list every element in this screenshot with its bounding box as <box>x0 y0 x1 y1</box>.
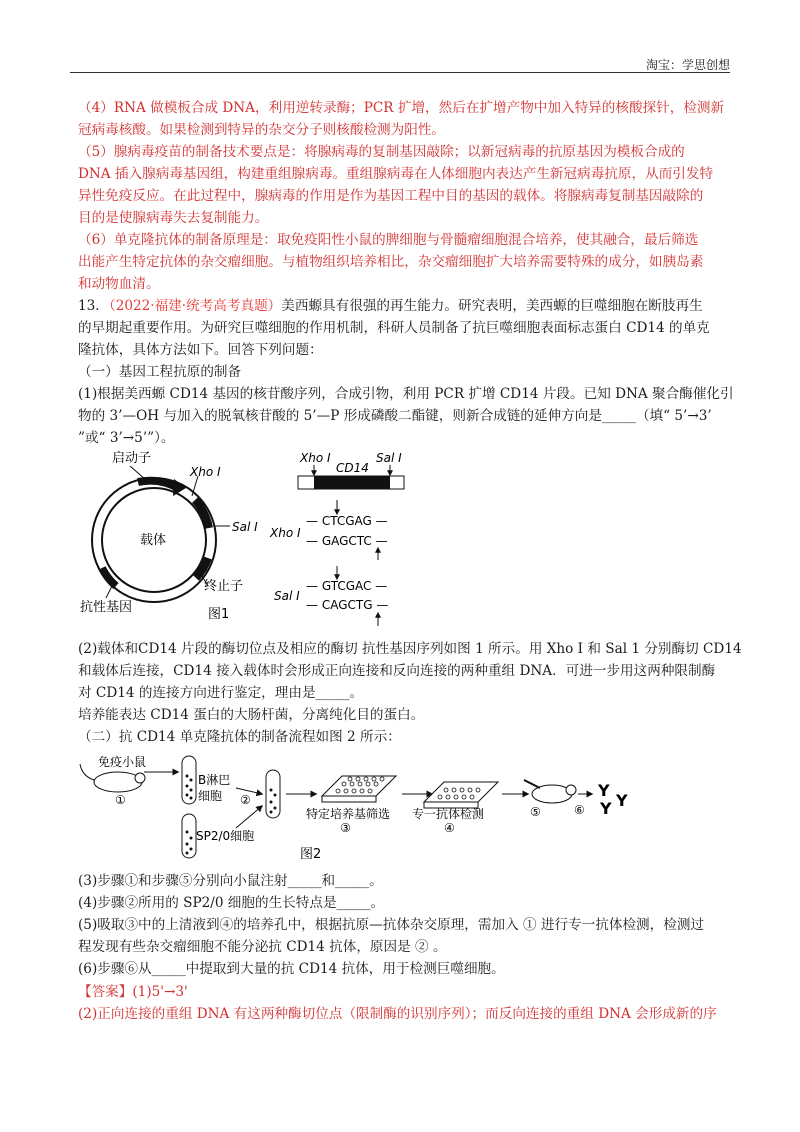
section-title: （一）基因工程抗原的制备 <box>78 364 242 380</box>
q1-line: ”或“ 3’→5’”）。 <box>78 430 175 446</box>
q1-line: 物的 3’—OH 与加入的脱氧核苷酸的 5’—P 形成磷酸二酯键，则新合成链的延伸方向是_____（填“ 5’→3’ <box>78 408 712 424</box>
stem-line: 隆抗体，具体方法如下。回答下列问题： <box>78 342 323 358</box>
immunized-mouse-label: 免疫小鼠 <box>98 755 147 769</box>
answer-line: （4）RNA 做模板合成 DNA，利用逆转录酶；PCR 扩增，然后在扩增产物中加入特异的核酸探针，检测新 <box>78 100 725 116</box>
answer-line: （6）单克隆抗体的制备原理是：取免疫阳性小鼠的脾细胞与骨髓瘤细胞混合培养，使其融合，最后筛选 <box>78 232 699 248</box>
answer-line: （5）腺病毒疫苗的制备技术要点是：将腺病毒的复制基因敲除；以新冠病毒的抗原基因为模板合成的 <box>78 144 685 160</box>
step-6-label: ⑥ <box>574 803 585 817</box>
q2-line: 和载体后连接，CD14 接入载体时会形成正向连接和反向连接的两种重组 DNA．可进一步用这两种限制酶 <box>78 663 716 679</box>
figure-1-caption: 图1 <box>208 607 230 622</box>
gene-segment <box>195 500 209 528</box>
sal-label: Sal I <box>232 520 258 534</box>
step-4-label: ④ <box>444 821 455 835</box>
sal-bottom-strand: — CAGCTG — <box>306 598 389 612</box>
step-1-label: ① <box>115 793 126 807</box>
screening-plate-edge <box>322 796 376 802</box>
answer-label: 【答案】 <box>78 984 133 1000</box>
sal-top-strand: — GTCGAC — <box>306 579 388 593</box>
q2-line: (2)载体和CD14 片段的酶切位点及相应的酶切 抗性基因序列如图 1 所示。用 Xho I 和 Sal 1 分别酶切 CD14 <box>78 641 742 657</box>
answer-line: 出能产生特定抗体的杂交瘤细胞。与植物组织培养相比，杂交瘤细胞扩大培养需要特殊的成分，如胰岛素 <box>78 254 704 270</box>
stem-line: 的早期起重要作用。为研究巨噬细胞的作用机制，科研人员制备了抗巨噬细胞表面标志蛋白 CD14 的单克 <box>78 320 710 336</box>
mouse-tail-icon <box>80 764 94 780</box>
cd14-sal-label: Sal I <box>376 451 402 465</box>
b-cell-tube <box>182 756 196 804</box>
stem-text: 美西螈具有很强的再生能力。研究表明，美西螈的巨噬细胞在断肢再生 <box>281 298 703 314</box>
screen-label: 特定培养基筛选 <box>306 807 391 821</box>
answer-line: 目的是使腺病毒失去复制能力。 <box>78 210 269 226</box>
section-title: （二）抗 CD14 单克隆抗体的制备流程如图 2 所示： <box>78 729 401 745</box>
figure-2 <box>78 750 658 866</box>
mouse-icon <box>94 772 142 792</box>
mouse-head-icon <box>566 785 576 795</box>
antibody-icon: Y <box>616 791 628 810</box>
sp20-tube <box>182 814 196 858</box>
figure-2-caption: 图2 <box>300 847 322 862</box>
answer-line: DNA 插入腺病毒基因组，构建重组腺病毒。重组腺病毒在人体细胞内表达产生新冠病毒抗原，从而引发特 <box>78 166 714 182</box>
fusion-tube <box>266 770 280 818</box>
step-5-label: ⑤ <box>530 805 541 819</box>
q3-line: (3)步骤①和步骤⑤分别向小鼠注射_____和_____。 <box>78 873 383 889</box>
promoter-segment <box>138 481 178 488</box>
xho-bottom-strand: — GAGCTC — <box>306 534 388 548</box>
q4-line: (4)步骤②所用的 SP2/0 细胞的生长特点是_____。 <box>78 895 385 911</box>
question-number: 13． <box>78 298 109 314</box>
vector-label: 载体 <box>140 533 167 548</box>
cd14-core <box>314 476 390 489</box>
header-divider <box>70 72 730 73</box>
antibody-icon: Y <box>598 781 610 800</box>
step-2-label: ② <box>240 793 251 807</box>
sp20-label: SP2/0细胞 <box>196 829 255 843</box>
answer-line: 异性免疫反应。在此过程中，腺病毒的作用是作为基因工程中目的基因的载体。将腺病毒复制基因敲除的 <box>78 188 704 204</box>
figure-1 <box>78 448 438 630</box>
answer-line: 和动物血清。 <box>78 276 160 292</box>
syringe-icon <box>524 780 540 788</box>
step-3-label: ③ <box>340 821 351 835</box>
answer-line: 冠病毒核酸。如果检测到特异的杂交分子则核酸检测为阳性。 <box>78 122 446 138</box>
question-source: （2022·福建·统考高考真题） <box>108 298 282 314</box>
xho-site-label: Xho I <box>270 526 301 540</box>
q5-line: (5)吸取③中的上清液到④的培养孔中，根据抗原—抗体杂交原理，需加入 ① 进行专一抗体检测，检测过 <box>78 917 705 933</box>
promoter-pointer <box>130 466 146 480</box>
q2-line: 培养能表达 CD14 蛋白的大肠杆菌，分离纯化目的蛋白。 <box>78 707 425 723</box>
xho-top-strand: — CTCGAG — <box>306 514 388 528</box>
b-cell-label: B淋巴 <box>198 773 231 787</box>
terminator-label: 终止子 <box>204 579 244 594</box>
sal-site-label: Sal I <box>274 589 300 603</box>
mouse-head-icon <box>135 773 145 783</box>
b-cell-label-2: 细胞 <box>198 789 223 803</box>
detect-label: 专一抗体检测 <box>412 807 485 821</box>
promoter-arrow-icon <box>173 479 186 496</box>
cd14-xho-label: Xho I <box>300 451 331 465</box>
promoter-label: 启动子 <box>112 451 152 466</box>
resistance-pointer <box>106 586 112 598</box>
antibody-icon: Y <box>600 799 612 818</box>
q5-line: 程发现有些杂交瘤细胞不能分泌抗 CD14 抗体，原因是 ② 。 <box>78 939 447 955</box>
answer-2: (2)正向连接的重组 DNA 有这两种酶切位点（限制酶的识别序列）；而反向连接的重组 DNA 会形成新的序 <box>78 1006 717 1022</box>
q6-line: (6)步骤⑥从_____中提取到大量的抗 CD14 抗体，用于检测巨噬细胞。 <box>78 961 505 977</box>
cd14-label: CD14 <box>336 461 369 475</box>
answer-header <box>78 981 730 1003</box>
q1-line: (1)根据美西螈 CD14 基因的核苷酸序列，合成引物，利用 PCR 扩增 CD14 片段。已知 DNA 聚合酶催化引 <box>78 386 734 402</box>
xho-label: Xho I <box>190 465 221 479</box>
answer-1: (1)5'→3' <box>132 984 188 1000</box>
resistance-segment <box>102 568 116 586</box>
question-stem <box>78 295 730 317</box>
resistance-label: 抗性基因 <box>80 600 133 615</box>
page-header: 淘宝：学思创想 <box>645 58 730 72</box>
q2-line: 对 CD14 的连接方向进行鉴定，理由是_____。 <box>78 685 364 701</box>
flow-arrow <box>236 806 262 828</box>
